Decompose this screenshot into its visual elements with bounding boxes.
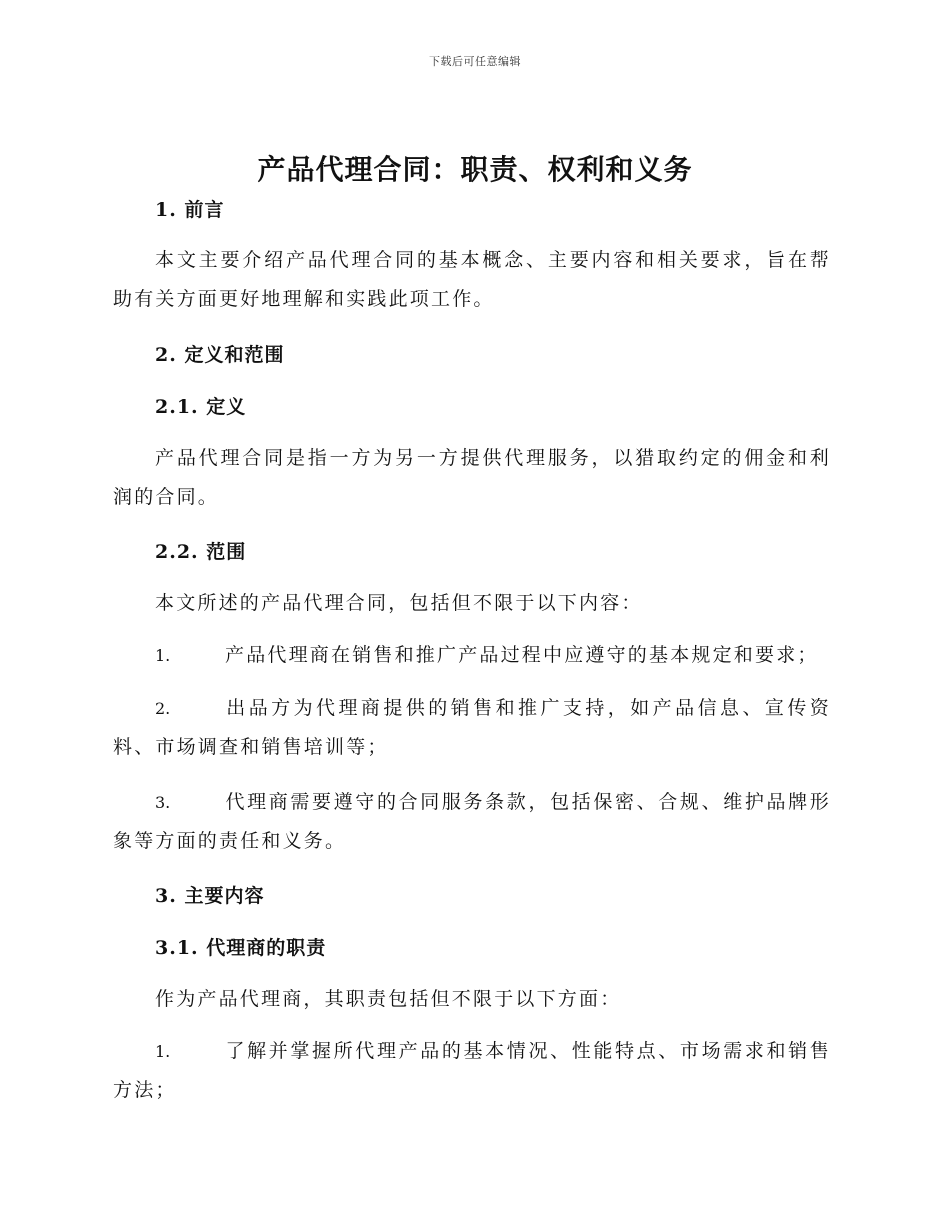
list-item-number: 3.	[155, 793, 171, 812]
section-2-1-heading: 2.1. 定义	[155, 396, 247, 418]
list-item-text: 代理商需要遵守的合同服务条款，包括保密、合规、维护品牌形象等方面的责任和义务。	[113, 791, 831, 852]
list-item	[113, 689, 831, 767]
list-item-number: 1.	[155, 646, 171, 665]
list-item	[113, 636, 831, 675]
list-item-number: 2.	[155, 699, 171, 718]
list-item-number: 1.	[155, 1042, 171, 1061]
list-item	[113, 783, 831, 861]
section-2-1-paragraph: 产品代理合同是指一方为另一方提供代理服务，以猎取约定的佣金和利润的合同。	[113, 447, 831, 508]
list-item-text: 了解并掌握所代理产品的基本情况、性能特点、市场需求和销售方法；	[113, 1040, 831, 1101]
section-2-2-heading: 2.2. 范围	[155, 541, 247, 563]
list-item-text: 出品方为代理商提供的销售和推广支持，如产品信息、宣传资料、市场调查和销售培训等；	[113, 697, 831, 758]
header-note: 下载后可任意编辑	[429, 55, 521, 68]
list-item-text: 产品代理商在销售和推广产品过程中应遵守的基本规定和要求；	[225, 644, 819, 666]
section-3-1-heading: 3.1. 代理商的职责	[155, 937, 327, 959]
document-title: 产品代理合同：职责、权利和义务	[257, 153, 693, 186]
section-1-paragraph: 本文主要介绍产品代理合同的基本概念、主要内容和相关要求，旨在帮助有关方面更好地理解和实践此项工作。	[113, 249, 831, 310]
section-2-heading: 2. 定义和范围	[155, 344, 285, 366]
section-2-2-paragraph: 本文所述的产品代理合同，包括但不限于以下内容：	[155, 592, 643, 614]
section-1-heading: 1. 前言	[155, 199, 225, 221]
section-3-1-paragraph: 作为产品代理商，其职责包括但不限于以下方面：	[155, 988, 622, 1010]
list-item	[113, 1032, 831, 1110]
section-3-heading: 3. 主要内容	[155, 885, 265, 907]
